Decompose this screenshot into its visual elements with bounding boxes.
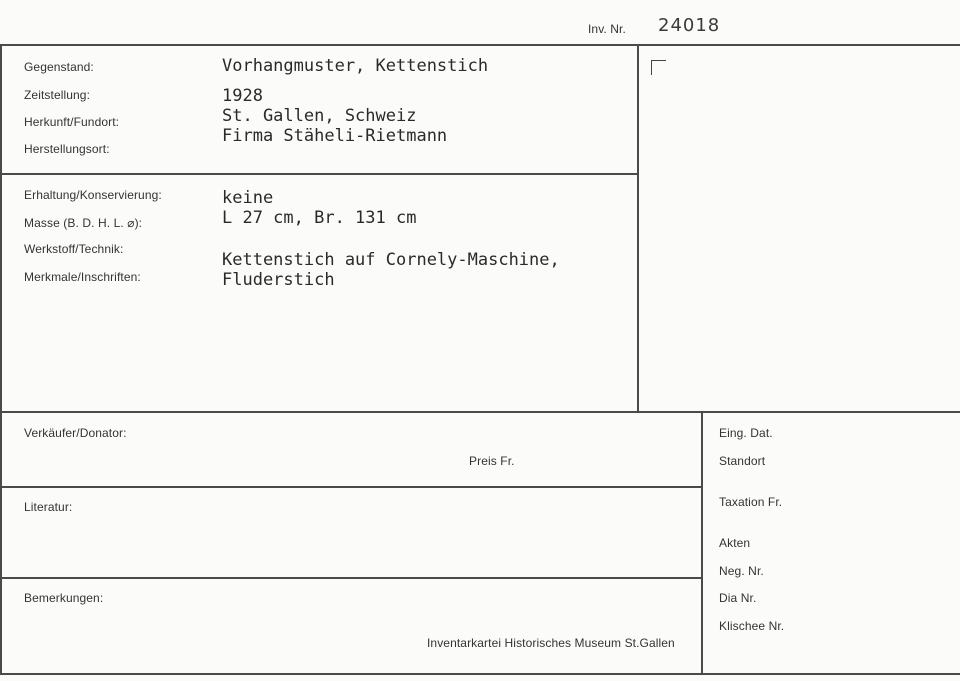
- bemerkungen-rule: [0, 577, 702, 579]
- value-gegenstand: Vorhangmuster, Kettenstich: [222, 56, 489, 76]
- label-herstellungsort: Herstellungsort:: [24, 142, 110, 156]
- lower-section-rule: [0, 411, 960, 413]
- section-divider-1: [0, 173, 638, 175]
- top-rule: [0, 44, 960, 46]
- right-column-divider: [701, 411, 703, 675]
- value-herstellungsort: Firma Stäheli-Rietmann: [222, 126, 448, 146]
- value-merkmale: Fluderstich: [222, 270, 335, 290]
- label-merkmale: Merkmale/Inschriften:: [24, 270, 141, 284]
- label-erhaltung: Erhaltung/Konservierung:: [24, 188, 162, 202]
- label-zeitstellung: Zeitstellung:: [24, 88, 90, 102]
- bottom-rule: [0, 673, 960, 675]
- value-werkstoff: Kettenstich auf Cornely-Maschine,: [222, 250, 560, 270]
- label-bemerkungen: Bemerkungen:: [24, 591, 104, 605]
- inv-number: 24018: [658, 15, 721, 36]
- photo-box-divider: [637, 44, 639, 412]
- label-akten: Akten: [719, 536, 751, 550]
- label-dia-nr: Dia Nr.: [719, 591, 757, 605]
- label-klischee-nr: Klischee Nr.: [719, 619, 785, 633]
- label-herkunft: Herkunft/Fundort:: [24, 115, 120, 129]
- value-zeitstellung: 1928: [222, 86, 263, 106]
- value-herkunft: St. Gallen, Schweiz: [222, 106, 417, 126]
- inv-nr-label: Inv. Nr.: [588, 22, 626, 36]
- literatur-rule: [0, 486, 702, 488]
- card-footer: Inventarkartei Historisches Museum St.Gallen: [427, 636, 675, 650]
- value-erhaltung: keine: [222, 188, 274, 208]
- label-neg-nr: Neg. Nr.: [719, 564, 764, 578]
- value-masse: L 27 cm, Br. 131 cm: [222, 208, 417, 228]
- label-standort: Standort: [719, 454, 766, 468]
- label-eing-dat: Eing. Dat.: [719, 426, 773, 440]
- photo-corner-mark: [651, 60, 666, 75]
- label-preis: Preis Fr.: [469, 454, 515, 468]
- label-literatur: Literatur:: [24, 500, 73, 514]
- label-gegenstand: Gegenstand:: [24, 60, 94, 74]
- label-verkaeufer: Verkäufer/Donator:: [24, 426, 127, 440]
- label-masse: Masse (B. D. H. L. ⌀):: [24, 216, 143, 230]
- left-edge: [0, 44, 2, 674]
- label-werkstoff: Werkstoff/Technik:: [24, 242, 124, 256]
- label-taxation: Taxation Fr.: [719, 495, 783, 509]
